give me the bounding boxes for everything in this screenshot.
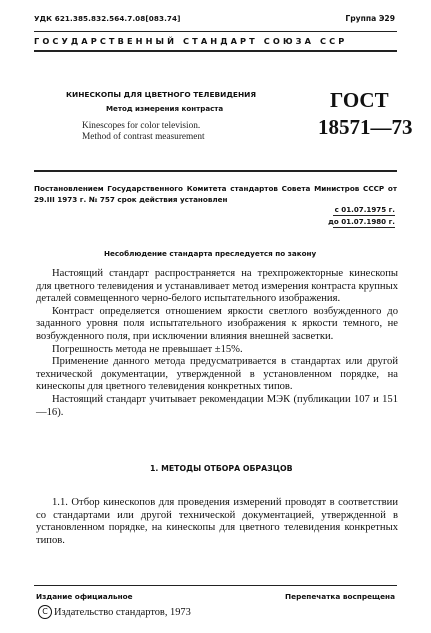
copyright-icon: C	[38, 605, 52, 619]
gost-number: 18571—73	[318, 115, 413, 139]
decree-text: Постановлением Государственного Комитета стандартов Совета Министров СССР от 29.III 1973 г. № 757 срок действия установлен	[34, 184, 397, 204]
intro-paragraph: Настоящий стандарт учитывает рекомендации МЭК (публикации 107 и 151—16).	[36, 393, 398, 418]
intro-paragraph: Применение данного метода предусматривается в стандартах или другой технической документации, утвержденной в установленном порядке, на кинескопы для цветного телевидения конкретных типов.	[36, 356, 398, 393]
validity-from: с 01.07.1975 г.	[334, 205, 395, 214]
publisher-line	[38, 605, 191, 619]
reprint-prohibited: Перепечатка воспрещена	[285, 592, 395, 601]
document-subtitle: Метод измерения контраста	[106, 104, 224, 113]
udk-code: УДК 621.385.832.564.7.08[083.74]	[34, 14, 181, 23]
top-rule	[34, 31, 397, 32]
gost-label: ГОСТ	[330, 88, 389, 112]
section-heading: 1. МЕТОДЫ ОТБОРА ОБРАЗЦОВ	[150, 464, 293, 473]
publisher-name: Издательство стандартов, 1973	[54, 606, 191, 618]
title-bottom-rule	[34, 170, 397, 172]
intro-paragraph: Погрешность метода не превышает ±15%.	[52, 343, 243, 355]
official-edition: Издание официальное	[36, 592, 133, 601]
validity-rule-bottom	[333, 227, 395, 228]
document-title: КИНЕСКОПЫ ДЛЯ ЦВЕТНОГО ТЕЛЕВИДЕНИЯ	[66, 90, 257, 99]
section-1-body	[36, 497, 398, 547]
introduction	[36, 268, 398, 419]
intro-paragraph: Настоящий стандарт распространяется на трехпрожекторные кинескопы для цветного телевидения и устанавливает метод измерения контраста крупных деталей совмещенного черно-белого испытательного изображения.	[36, 268, 398, 305]
intro-paragraph: Контраст определяется отношением яркости светлого возбужденного до заданного уровня поля испытательного изображения к яркости темного, не возбужденного поля, при исключении влияния внешней засветки.	[36, 305, 398, 342]
header-rule	[34, 50, 397, 52]
english-title	[82, 121, 205, 143]
english-title-line1: Kinescopes for color television.	[82, 121, 201, 131]
validity-to: до 01.07.1980 г.	[328, 217, 395, 226]
english-title-line2: Method of contrast measurement	[82, 132, 205, 142]
footer-rule	[34, 585, 397, 586]
group-code: Группа Э29	[345, 14, 395, 23]
section-paragraph: 1.1. Отбор кинескопов для проведения измерений проводят в соответствии со стандартами или другой технической документацией, утвержденной в установленном порядке, на кинескопы для цветного телевидения конкретных типов.	[36, 497, 398, 546]
legal-warning: Несоблюдение стандарта преследуется по закону	[104, 249, 317, 258]
validity-rule	[333, 215, 395, 216]
state-standard-heading: ГОСУДАРСТВЕННЫЙ СТАНДАРТ СОЮЗА ССР	[34, 36, 348, 46]
